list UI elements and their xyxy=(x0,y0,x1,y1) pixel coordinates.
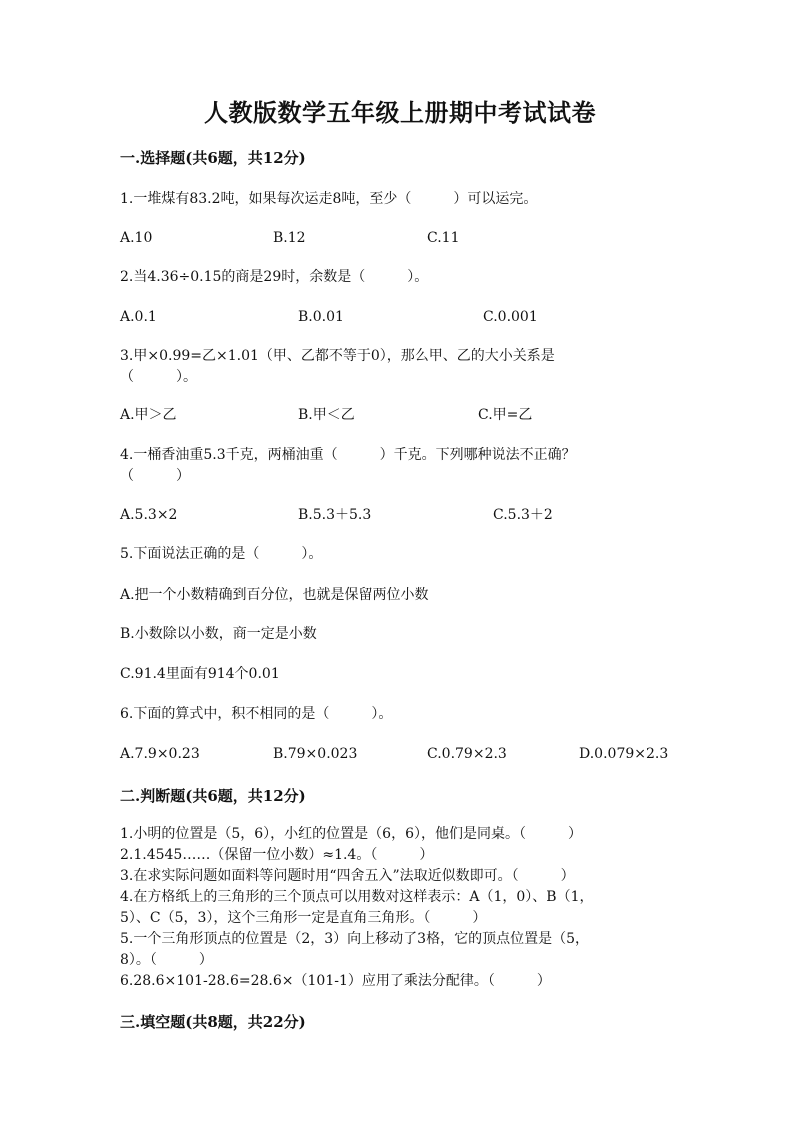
question-6-option-b: B.79×0.023 xyxy=(273,746,358,762)
question-3-option-a: A.甲＞乙 xyxy=(120,407,177,423)
question-3-stem-line-1: 3.甲×0.99=乙×1.01（甲、乙都不等于0），那么甲、乙的大小关系是 xyxy=(120,348,555,364)
question-2-stem: 2.当4.36÷0.15的商是29时，余数是（ ）。 xyxy=(120,269,429,285)
question-3-stem-line-2: （ ）。 xyxy=(120,369,197,385)
question-5-stem: 5.下面说法正确的是（ ）。 xyxy=(120,546,323,562)
judge-line: 3.在求实际问题如面料等问题时用“四舍五入”法取近似数即可。（ ） xyxy=(120,868,575,884)
judge-line: 1.小明的位置是（5，6），小红的位置是（6，6），他们是同桌。（ ） xyxy=(120,826,582,842)
question-5-option-c: C.91.4里面有914个0.01 xyxy=(120,666,280,682)
judge-line: 4.在方格纸上的三角形的三个顶点可以用数对这样表示：A（1，0）、B（1， xyxy=(120,889,594,905)
question-4-stem-line-1: 4.一桶香油重5.3千克，两桶油重（ ）千克。下列哪种说法不正确？ xyxy=(120,447,576,463)
question-1-stem: 1.一堆煤有83.2吨，如果每次运走8吨，至少（ ）可以运完。 xyxy=(120,191,538,207)
question-4-stem-line-2: （ ） xyxy=(120,468,190,484)
judge-line: 2.1.4545……（保留一位小数）≈1.4。（ ） xyxy=(120,847,434,863)
judge-line: 5.一个三角形顶点的位置是（2，3）向上移动了3格，它的顶点位置是（5， xyxy=(120,931,589,947)
question-1-option-c: C.11 xyxy=(427,230,460,246)
question-5-option-a: A.把一个小数精确到百分位，也就是保留两位小数 xyxy=(120,587,429,603)
question-4-option-c: C.5.3＋2 xyxy=(493,507,553,523)
judge-line: 5）、C（5，3），这个三角形一定是直角三角形。（ ） xyxy=(120,910,487,926)
question-1-option-a: A.10 xyxy=(120,230,153,246)
section-heading-judge: 二.判断题(共6题，共12分) xyxy=(120,787,306,805)
question-1-option-b: B.12 xyxy=(273,230,306,246)
question-6-option-c: C.0.79×2.3 xyxy=(427,746,507,762)
question-4-option-b: B.5.3＋5.3 xyxy=(298,507,372,523)
question-4-option-a: A.5.3×2 xyxy=(120,507,178,523)
question-6-stem: 6.下面的算式中，积不相同的是（ ）。 xyxy=(120,706,393,722)
exam-title: 人教版数学五年级上册期中考试试卷 xyxy=(204,98,596,127)
question-3-option-c: C.甲=乙 xyxy=(478,407,533,423)
question-5-option-b: B.小数除以小数，商一定是小数 xyxy=(120,626,317,642)
section-heading-fill: 三.填空题(共8题，共22分) xyxy=(120,1013,306,1031)
question-2-option-c: C.0.001 xyxy=(483,309,538,325)
question-2-option-b: B.0.01 xyxy=(298,309,344,325)
question-6-option-d: D.0.079×2.3 xyxy=(579,746,669,762)
judge-line: 6.28.6×101-28.6=28.6×（101-1）应用了乘法分配律。（ ） xyxy=(120,973,551,989)
question-2-option-a: A.0.1 xyxy=(120,309,157,325)
question-6-option-a: A.7.9×0.23 xyxy=(120,746,200,762)
judge-line: 8）。（ ） xyxy=(120,952,213,968)
question-3-option-b: B.甲＜乙 xyxy=(298,407,355,423)
section-heading-choice: 一.选择题(共6题，共12分) xyxy=(120,149,306,167)
